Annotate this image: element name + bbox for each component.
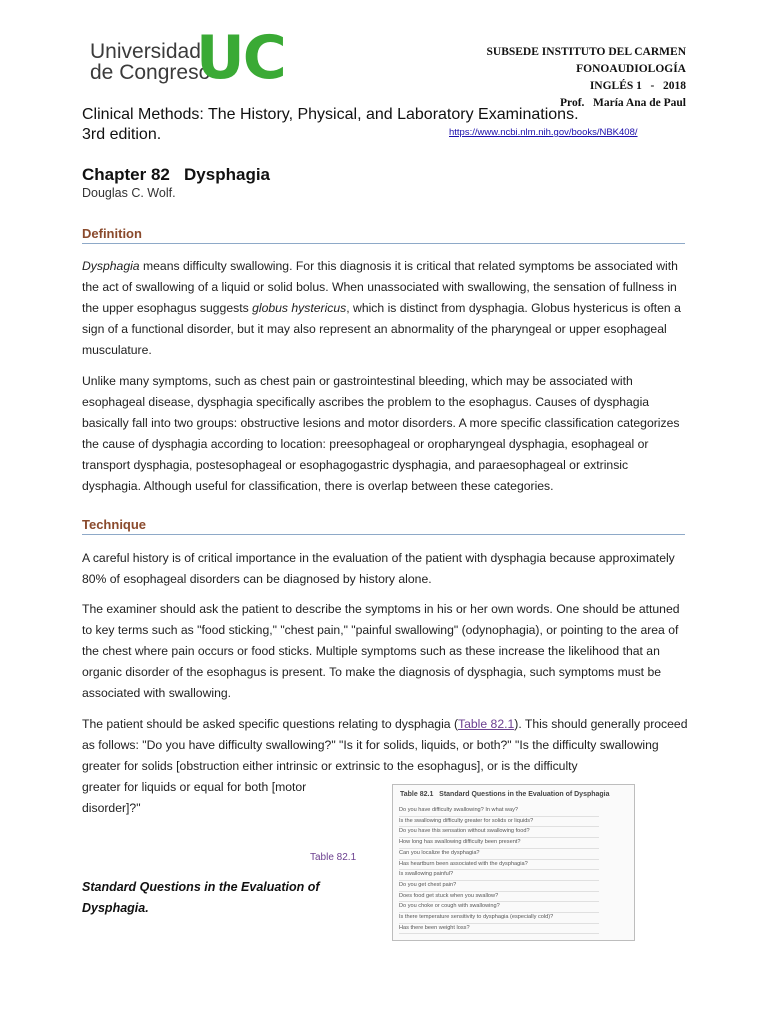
table-row: Does food get stuck when you swallow? bbox=[399, 892, 599, 903]
table-caption: Standard Questions in the Evaluation of Dysphagia. bbox=[82, 880, 320, 915]
table-title: Table 82.1 Standard Questions in the Evaluation of Dysphagia bbox=[400, 791, 610, 798]
technique-p3-text-b: ). This should generally proceed as follows: "Do you have difficulty swallowing?" "Is it for solids, liquids, or both?" "Is the difficulty swallowing greater for solids [obstruction either intrinsic or extrinsic to the esophagus], or is the difficulty bbox=[82, 717, 688, 773]
technique-paragraph-2: The examiner should ask the patient to describe the symptoms in his or her own words. One should be attuned to key terms such as "food sticking," "chest pain," "painful swallowing" (odynophagia), or pointing to the area of the chest where pain occurs or food sticks. Multiple symptoms such as these increase the likelihood that an organic disorder of the esophagus is present. To make the diagnosis of dysphagia, such symptoms must be associated with swallowing. bbox=[82, 602, 680, 700]
logo-line-1: Universidad bbox=[90, 40, 201, 63]
chapter-author: Douglas C. Wolf. bbox=[82, 186, 176, 200]
table-82-1-image bbox=[392, 784, 635, 941]
technique-p3-line-c2: disorder]?" bbox=[82, 801, 141, 815]
technique-heading: Technique bbox=[82, 517, 685, 535]
table-row: Do you have difficulty swallowing? In what way? bbox=[399, 806, 599, 817]
table-rows bbox=[399, 806, 599, 934]
technique-p3-text-a: The patient should be asked specific questions relating to dysphagia ( bbox=[82, 717, 459, 731]
book-source-link[interactable]: https://www.ncbi.nlm.nih.gov/books/NBK408/ bbox=[449, 127, 638, 138]
table-caption-link[interactable]: Table 82.1 bbox=[310, 852, 357, 863]
table-row: How long has swallowing difficulty been present? bbox=[399, 838, 599, 849]
table-row: Do you have this sensation without swallowing food? bbox=[399, 827, 599, 838]
definition-p1-text-a: means difficulty swallowing. For this diagnosis it is critical that related symptoms be associated with the act of swallowing of a liquid or solid bolus. When unassociated with swallowing, the sensation of fullness in the upper esophagus suggests bbox=[82, 259, 678, 315]
table-row: Has there been weight loss? bbox=[399, 924, 599, 935]
uc-logo-mark: UC bbox=[196, 23, 285, 93]
header-professor: Prof. María Ana de Paul bbox=[560, 97, 686, 109]
term-dysphagia: Dysphagia bbox=[82, 259, 140, 273]
header-course: INGLÉS 1 - 2018 bbox=[589, 80, 686, 92]
definition-heading: Definition bbox=[82, 226, 685, 244]
technique-p3-line-c1: greater for liquids or equal for both [motor bbox=[82, 780, 307, 794]
table-row: Is the swallowing difficulty greater for solids or liquids? bbox=[399, 817, 599, 828]
chapter-title: Chapter 82 Dysphagia bbox=[82, 165, 271, 184]
book-title-line-2: 3rd edition. bbox=[82, 126, 162, 143]
header-institute: SUBSEDE INSTITUTO DEL CARMEN bbox=[486, 46, 686, 58]
university-logo-text bbox=[90, 41, 210, 83]
definition-p1-text-b: , which is distinct from dysphagia. Globus hystericus is often a sign of a functional disorder, but it may also represent an abnormality of the pharyngeal or upper esophageal musculature. bbox=[82, 301, 681, 357]
book-title-line-1: Clinical Methods: The History, Physical, and Laboratory Examinations. bbox=[82, 106, 579, 123]
table-row: Is there temperature sensitivity to dysphagia (especially cold)? bbox=[399, 913, 599, 924]
definition-paragraph-1 bbox=[82, 256, 688, 361]
table-row: Can you localize the dysphagia? bbox=[399, 849, 599, 860]
logo-line-2: de Congreso bbox=[90, 61, 211, 84]
course-header bbox=[487, 44, 687, 112]
definition-paragraph-2: Unlike many symptoms, such as chest pain or gastrointestinal bleeding, which may be associated with esophageal disease, dysphagia specifically ascribes the problem to the esophagus. Causes of dysphagia basically fall into two groups: obstructive lesions and motor disorders. A more specific classification categorizes the cause of dysphagia according to location: preesophageal or oropharyngeal dysphagia, esophageal or transport dysphagia, postesophageal or esophagogastric dysphagia, and paraesophageal or extrinsic dysphagia. Although useful for classification, there is overlap between these categories. bbox=[82, 374, 680, 493]
technique-paragraph-1: A careful history is of critical importance in the evaluation of the patient with dysphagia because approximately 80% of esophageal disorders can be diagnosed by history alone. bbox=[82, 551, 675, 586]
header-department: FONOAUDIOLOGÍA bbox=[576, 63, 686, 75]
table-row: Do you choke or cough with swallowing? bbox=[399, 902, 599, 913]
book-title bbox=[82, 105, 579, 145]
table-82-1-link[interactable]: Table 82.1 bbox=[458, 717, 515, 731]
term-globus-hystericus: globus hystericus bbox=[252, 301, 347, 315]
table-row: Do you get chest pain? bbox=[399, 881, 599, 892]
table-row: Has heartburn been associated with the dysphagia? bbox=[399, 860, 599, 871]
table-row: Is swallowing painful? bbox=[399, 870, 599, 881]
